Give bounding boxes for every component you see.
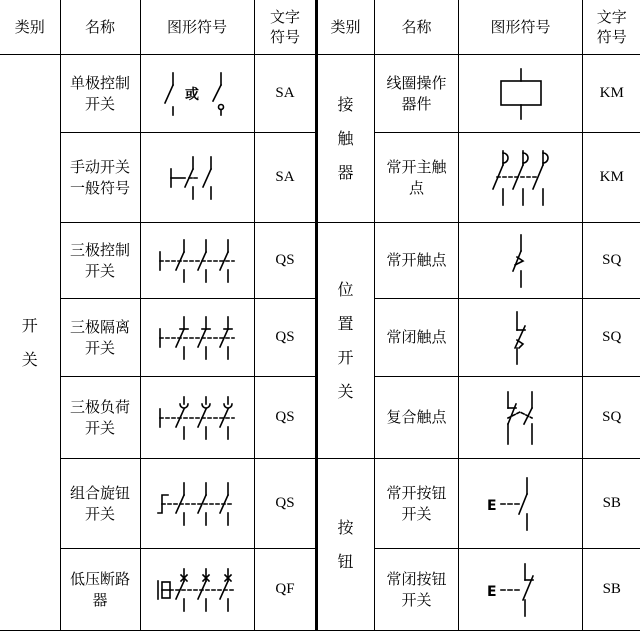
- main-contact-icon: [481, 147, 561, 209]
- symbol-name: 常开按钮开关: [375, 459, 459, 549]
- header-category: 类别: [0, 0, 60, 55]
- category-cell: 开关: [0, 55, 60, 631]
- symbol-name: 单极控制开关: [60, 55, 140, 133]
- symbol-code: SB: [583, 459, 640, 549]
- symbol-name: 线圈操作器件: [375, 55, 459, 133]
- symbol-code: SQ: [583, 377, 640, 459]
- symbol-name: 手动开关一般符号: [60, 133, 140, 223]
- symbol-name: 低压断路器: [60, 549, 140, 631]
- symbol-code: SA: [254, 133, 316, 223]
- symbol-name: 常闭按钮开关: [375, 549, 459, 631]
- symbol-name: 常开主触点: [375, 133, 459, 223]
- table-header-row: [317, 0, 640, 55]
- nc-pushbutton-icon: [481, 562, 561, 618]
- symbol-cell: [140, 549, 254, 631]
- position-nc-contact-icon: [491, 310, 551, 366]
- symbol-code: QS: [254, 459, 316, 549]
- symbol-cell: [140, 223, 254, 299]
- symbol-cell: [459, 299, 583, 377]
- circuit-breaker-icon: [154, 565, 240, 615]
- symbol-name: 常闭触点: [375, 299, 459, 377]
- table-row: [0, 55, 316, 133]
- symbol-code: KM: [583, 55, 640, 133]
- symbol-cell: [140, 299, 254, 377]
- symbol-name: 三极负荷开关: [60, 377, 140, 459]
- single-pole-switch-icon: [157, 69, 237, 119]
- symbol-cell: [140, 377, 254, 459]
- symbol-cell: [140, 459, 254, 549]
- symbol-cell: [459, 459, 583, 549]
- no-pushbutton-icon: [481, 476, 561, 532]
- symbol-code: QF: [254, 549, 316, 631]
- manual-switch-icon: [157, 153, 237, 203]
- symbol-cell: [459, 55, 583, 133]
- table-row: [317, 55, 640, 133]
- header-code: 文字符号: [254, 0, 316, 55]
- symbol-code: KM: [583, 133, 640, 223]
- symbol-code: SA: [254, 55, 316, 133]
- header-code: 文字符号: [583, 0, 640, 55]
- rotary-switch-icon: [154, 479, 240, 529]
- symbol-cell: [459, 133, 583, 223]
- symbol-name: 三极控制开关: [60, 223, 140, 299]
- symbol-cell: [459, 549, 583, 631]
- symbol-code: SQ: [583, 223, 640, 299]
- header-category: 类别: [317, 0, 375, 55]
- header-name: 名称: [60, 0, 140, 55]
- symbol-code: SQ: [583, 299, 640, 377]
- symbol-code: SB: [583, 549, 640, 631]
- table-row: [317, 459, 640, 549]
- category-cell: 按钮: [317, 459, 375, 631]
- category-cell: 接触器: [317, 55, 375, 223]
- three-pole-isolator-icon: [154, 313, 240, 363]
- table-header-row: [0, 0, 316, 55]
- symbol-cell: [140, 55, 254, 133]
- header-symbol: 图形符号: [140, 0, 254, 55]
- table-divider: [315, 0, 318, 630]
- category-cell: 位置开关: [317, 223, 375, 459]
- symbol-code: QS: [254, 223, 316, 299]
- symbol-name: 复合触点: [375, 377, 459, 459]
- table-row: [317, 223, 640, 299]
- position-combined-contact-icon: [486, 390, 556, 446]
- symbol-name: 三极隔离开关: [60, 299, 140, 377]
- symbol-code: QS: [254, 377, 316, 459]
- symbol-cell: [140, 133, 254, 223]
- contactor-switch-table: [316, 0, 640, 631]
- header-symbol: 图形符号: [459, 0, 583, 55]
- svg-text:或: 或: [185, 86, 199, 103]
- symbol-name: 组合旋钮开关: [60, 459, 140, 549]
- symbol-cell: [459, 377, 583, 459]
- symbol-code: QS: [254, 299, 316, 377]
- three-pole-load-switch-icon: [154, 393, 240, 443]
- symbol-name: 常开触点: [375, 223, 459, 299]
- coil-icon: [481, 67, 561, 121]
- header-name: 名称: [375, 0, 459, 55]
- svg-text:E: E: [487, 584, 497, 600]
- symbol-cell: [459, 223, 583, 299]
- switch-symbol-table: [0, 0, 317, 631]
- svg-text:E: E: [487, 498, 497, 514]
- three-pole-switch-icon: [154, 236, 240, 286]
- position-no-contact-icon: [491, 233, 551, 289]
